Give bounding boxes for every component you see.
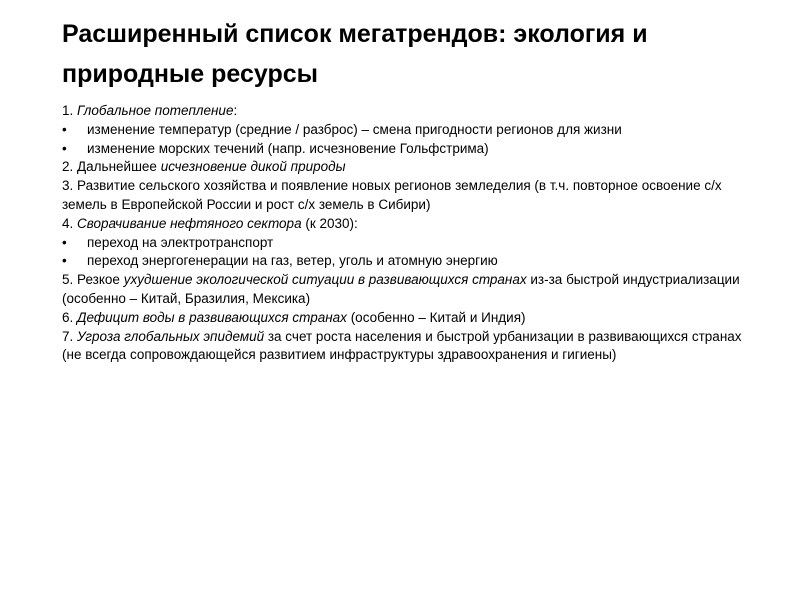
slide-body [62, 102, 742, 365]
list-item-6 [62, 309, 742, 328]
item-number: 4. [62, 215, 74, 231]
list-item-5 [62, 271, 742, 309]
item-emphasis: Глобальное потепление [77, 103, 234, 118]
item-rest: (к 2030): [305, 215, 358, 231]
item-emphasis: исчезновение дикой природы [160, 159, 346, 175]
item-rest: за счет роста населения и быстрой урбанизации в развивающихся странах (не всегда сопровождающейся развитием инфраструктуры здравоохранения и гигиены) [62, 328, 742, 363]
item-number: 2. [62, 159, 74, 175]
bullet-text: изменение температур (средние / разброс) – смена пригодности регионов для жизни [87, 121, 622, 137]
item-emphasis: Дефицит воды в развивающихся странах [77, 309, 347, 325]
bullet-icon: • [62, 140, 67, 156]
item-rest: из-за быстрой индустриализации (особенно – Китай, Бразилия, Мексика) [62, 272, 740, 306]
item-plain: Развитие сельского хозяйства и появление новых регионов земледелия (в т.ч. повторное освоение с/х земель в Европейской России и рост с/х земель в Сибири) [62, 178, 722, 212]
bullet-icon: • [62, 234, 67, 250]
bullet-icon: • [62, 121, 67, 137]
item-emphasis: Сворачивание нефтяного сектора [77, 215, 302, 231]
item-rest: (особенно – Китай и Индия) [350, 309, 526, 325]
item-number: 7. [62, 328, 74, 344]
bullet-text: переход на электротранспорт [87, 234, 274, 250]
item-plain: Резкое [77, 272, 120, 288]
bullet-item [62, 121, 742, 140]
item-number: 1. [62, 103, 74, 118]
bullet-item [62, 252, 742, 271]
slide-title: Расширенный список мегатрендов: экология и природные ресурсы [62, 20, 648, 88]
item-rest: : [233, 103, 238, 118]
bullet-text: переход энергогенерации на газ, ветер, уголь и атомную энергию [87, 253, 498, 269]
list-item-7 [62, 328, 742, 366]
item-number: 5. [62, 272, 74, 288]
list-item-3 [62, 177, 742, 215]
list-item-4 [62, 215, 742, 234]
item-number: 3. [62, 178, 74, 194]
item-emphasis: Угроза глобальных эпидемий [77, 328, 265, 344]
list-item-1 [62, 102, 742, 121]
item-plain: Дальнейшее [77, 159, 157, 175]
bullet-text: изменение морских течений (напр. исчезновение Гольфстрима) [87, 140, 489, 156]
bullet-icon: • [62, 253, 67, 269]
bullet-item [62, 140, 742, 159]
bullet-item [62, 234, 742, 253]
item-emphasis: ухудшение экологической ситуации в развивающихся странах [123, 272, 527, 288]
item-number: 6. [62, 309, 74, 325]
list-item-2 [62, 158, 742, 177]
